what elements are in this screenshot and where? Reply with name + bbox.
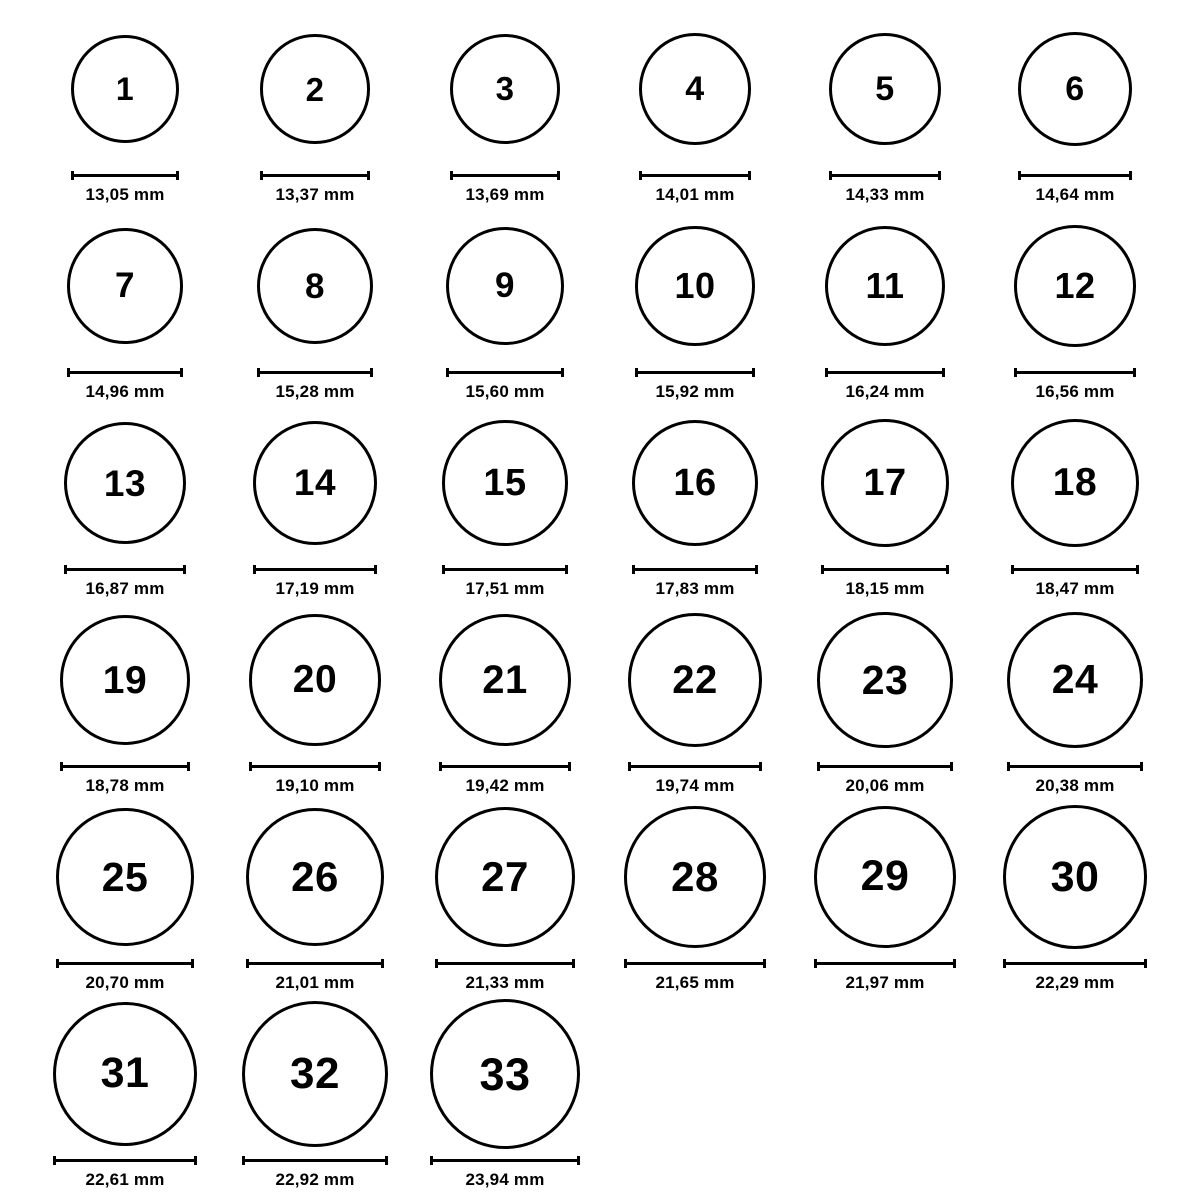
ring-circle-wrap bbox=[442, 408, 567, 558]
ring-size-number: 9 bbox=[495, 266, 515, 306]
ring-size-cell[interactable] bbox=[30, 211, 220, 402]
diameter-measure bbox=[1018, 171, 1132, 205]
ring-size-cell[interactable] bbox=[790, 211, 980, 402]
ring-circle bbox=[628, 613, 762, 747]
diameter-label: 21,65 mm bbox=[655, 973, 735, 992]
ring-circle bbox=[821, 419, 949, 547]
ring-circle bbox=[1003, 805, 1147, 949]
diameter-label: 15,92 mm bbox=[655, 382, 735, 401]
ring-circle-wrap bbox=[435, 802, 575, 952]
ring-size-number: 4 bbox=[685, 70, 705, 108]
ring-circle-wrap bbox=[829, 14, 942, 164]
ring-size-number: 22 bbox=[672, 657, 718, 702]
ring-circle bbox=[825, 226, 945, 346]
ring-circle bbox=[246, 808, 385, 947]
diameter-label: 21,97 mm bbox=[845, 973, 925, 992]
ring-size-cell[interactable] bbox=[220, 999, 410, 1190]
ring-size-cell[interactable] bbox=[220, 211, 410, 402]
diameter-label: 19,42 mm bbox=[465, 776, 545, 795]
ring-circle bbox=[1014, 225, 1136, 347]
ring-size-number: 18 bbox=[1052, 461, 1098, 505]
ring-size-cell[interactable] bbox=[600, 408, 790, 599]
ring-circle bbox=[1007, 612, 1143, 748]
diameter-measure bbox=[628, 762, 762, 796]
ring-circle-wrap bbox=[246, 802, 385, 952]
ring-circle bbox=[260, 34, 369, 143]
diameter-label: 22,29 mm bbox=[1035, 973, 1115, 992]
ring-size-cell[interactable] bbox=[790, 408, 980, 599]
ring-circle-wrap bbox=[64, 408, 187, 558]
measure-bar-icon bbox=[246, 959, 385, 968]
ring-size-number: 12 bbox=[1054, 265, 1096, 306]
ring-size-number: 20 bbox=[292, 658, 338, 702]
ring-circle-wrap bbox=[1014, 211, 1136, 361]
diameter-measure bbox=[821, 565, 949, 599]
ring-circle bbox=[56, 808, 194, 946]
diameter-label: 20,70 mm bbox=[85, 973, 165, 992]
diameter-label: 18,78 mm bbox=[85, 776, 165, 795]
ring-circle-wrap bbox=[635, 211, 754, 361]
ring-size-cell[interactable] bbox=[220, 14, 410, 205]
diameter-measure bbox=[56, 959, 194, 993]
diameter-measure bbox=[442, 565, 567, 599]
ring-size-cell[interactable] bbox=[980, 408, 1170, 599]
diameter-measure bbox=[450, 171, 560, 205]
ring-circle bbox=[446, 227, 564, 345]
ring-size-number: 25 bbox=[101, 853, 149, 900]
ring-size-number: 3 bbox=[495, 70, 515, 108]
ring-circle bbox=[60, 615, 190, 745]
ring-size-cell[interactable] bbox=[790, 802, 980, 993]
diameter-label: 22,61 mm bbox=[85, 1170, 165, 1189]
size-row bbox=[30, 211, 1170, 408]
measure-bar-icon bbox=[639, 171, 751, 180]
ring-size-cell[interactable] bbox=[410, 999, 600, 1190]
measure-bar-icon bbox=[435, 959, 575, 968]
ring-circle-wrap bbox=[260, 14, 369, 164]
diameter-measure bbox=[253, 565, 377, 599]
measure-bar-icon bbox=[1011, 565, 1140, 574]
measure-bar-icon bbox=[1007, 762, 1143, 771]
ring-size-cell[interactable] bbox=[30, 408, 220, 599]
measure-bar-icon bbox=[60, 762, 190, 771]
ring-circle bbox=[639, 33, 751, 145]
ring-size-number: 21 bbox=[482, 658, 528, 702]
ring-circle-wrap bbox=[814, 802, 956, 952]
ring-circle bbox=[242, 1001, 388, 1147]
ring-size-number: 31 bbox=[100, 1049, 150, 1098]
diameter-label: 15,60 mm bbox=[465, 382, 545, 401]
diameter-measure bbox=[1011, 565, 1140, 599]
measure-bar-icon bbox=[1003, 959, 1147, 968]
ring-size-number: 30 bbox=[1050, 852, 1100, 901]
diameter-label: 16,56 mm bbox=[1035, 382, 1115, 401]
ring-size-cell[interactable] bbox=[980, 14, 1170, 205]
ring-circle bbox=[67, 228, 182, 343]
ring-size-number: 33 bbox=[479, 1048, 531, 1100]
ring-size-number: 2 bbox=[305, 70, 325, 108]
measure-bar-icon bbox=[439, 762, 572, 771]
ring-circle-wrap bbox=[60, 605, 190, 755]
diameter-measure bbox=[635, 368, 754, 402]
ring-size-cell[interactable] bbox=[30, 802, 220, 993]
measure-bar-icon bbox=[825, 368, 945, 377]
ring-size-number: 23 bbox=[861, 656, 909, 703]
ring-circle-wrap bbox=[430, 999, 580, 1149]
ring-size-cell[interactable] bbox=[220, 408, 410, 599]
ring-circle bbox=[817, 612, 952, 747]
measure-bar-icon bbox=[450, 171, 560, 180]
diameter-label: 16,24 mm bbox=[845, 382, 925, 401]
ring-size-number: 24 bbox=[1051, 656, 1099, 703]
ring-size-number: 8 bbox=[305, 266, 325, 306]
ring-size-cell[interactable] bbox=[30, 605, 220, 796]
diameter-measure bbox=[1003, 959, 1147, 993]
diameter-measure bbox=[257, 368, 374, 402]
ring-size-cell[interactable] bbox=[410, 802, 600, 993]
ring-circle bbox=[249, 614, 380, 745]
ring-circle-wrap bbox=[71, 14, 179, 164]
diameter-label: 20,06 mm bbox=[845, 776, 925, 795]
ring-circle-wrap bbox=[56, 802, 194, 952]
ring-size-number: 1 bbox=[115, 71, 135, 107]
ring-size-number: 7 bbox=[115, 266, 135, 306]
diameter-label: 22,92 mm bbox=[275, 1170, 355, 1189]
ring-size-cell[interactable] bbox=[600, 14, 790, 205]
ring-size-number: 32 bbox=[290, 1049, 340, 1098]
ring-size-cell[interactable] bbox=[980, 211, 1170, 402]
ring-size-cell[interactable] bbox=[220, 605, 410, 796]
diameter-label: 15,28 mm bbox=[275, 382, 355, 401]
measure-bar-icon bbox=[64, 565, 187, 574]
diameter-label: 14,01 mm bbox=[655, 185, 735, 204]
diameter-label: 19,10 mm bbox=[275, 776, 355, 795]
ring-circle-wrap bbox=[53, 999, 198, 1149]
ring-circle bbox=[814, 806, 956, 948]
measure-bar-icon bbox=[242, 1156, 388, 1165]
diameter-label: 14,64 mm bbox=[1035, 185, 1115, 204]
ring-size-number: 28 bbox=[671, 853, 719, 900]
size-row bbox=[30, 408, 1170, 605]
measure-bar-icon bbox=[71, 171, 179, 180]
ring-circle bbox=[53, 1002, 198, 1147]
measure-bar-icon bbox=[260, 171, 369, 180]
ring-circle-wrap bbox=[1007, 605, 1143, 755]
ring-size-cell[interactable] bbox=[600, 211, 790, 402]
diameter-label: 13,37 mm bbox=[275, 185, 355, 204]
ring-circle-wrap bbox=[439, 605, 572, 755]
ring-circle bbox=[430, 999, 580, 1149]
ring-circle-wrap bbox=[257, 211, 374, 361]
ring-circle bbox=[64, 422, 187, 545]
ring-size-number: 17 bbox=[863, 462, 907, 504]
measure-bar-icon bbox=[446, 368, 564, 377]
ring-size-cell[interactable] bbox=[30, 999, 220, 1190]
ring-circle-wrap bbox=[628, 605, 762, 755]
size-row bbox=[30, 605, 1170, 802]
ring-circle-wrap bbox=[624, 802, 765, 952]
measure-bar-icon bbox=[249, 762, 380, 771]
ring-size-cell[interactable] bbox=[600, 605, 790, 796]
diameter-measure bbox=[1014, 368, 1136, 402]
diameter-measure bbox=[67, 368, 182, 402]
measure-bar-icon bbox=[817, 762, 952, 771]
ring-circle bbox=[71, 35, 179, 143]
diameter-measure bbox=[242, 1156, 388, 1190]
size-row bbox=[30, 14, 1170, 211]
diameter-measure bbox=[439, 762, 572, 796]
measure-bar-icon bbox=[257, 368, 374, 377]
ring-circle-wrap bbox=[1018, 14, 1132, 164]
measure-bar-icon bbox=[67, 368, 182, 377]
ring-size-cell[interactable] bbox=[410, 14, 600, 205]
ring-circle bbox=[635, 226, 754, 345]
diameter-measure bbox=[817, 762, 952, 796]
measure-bar-icon bbox=[829, 171, 942, 180]
ring-circle bbox=[829, 33, 942, 146]
ring-size-cell[interactable] bbox=[410, 408, 600, 599]
diameter-measure bbox=[624, 959, 765, 993]
ring-size-number: 19 bbox=[102, 658, 148, 702]
ring-circle-wrap bbox=[242, 999, 388, 1149]
ring-circle-wrap bbox=[1011, 408, 1140, 558]
diameter-label: 20,38 mm bbox=[1035, 776, 1115, 795]
ring-circle-wrap bbox=[639, 14, 751, 164]
diameter-measure bbox=[1007, 762, 1143, 796]
diameter-measure bbox=[260, 171, 369, 205]
ring-size-number: 26 bbox=[291, 853, 339, 900]
ring-size-number: 5 bbox=[875, 69, 895, 108]
ring-circle-wrap bbox=[253, 408, 377, 558]
ring-circle-wrap bbox=[1003, 802, 1147, 952]
ring-size-cell[interactable] bbox=[30, 14, 220, 205]
ring-size-number: 10 bbox=[674, 265, 716, 306]
ring-size-cell[interactable] bbox=[790, 14, 980, 205]
diameter-label: 14,96 mm bbox=[85, 382, 165, 401]
diameter-label: 21,33 mm bbox=[465, 973, 545, 992]
ring-circle-wrap bbox=[821, 408, 949, 558]
measure-bar-icon bbox=[442, 565, 567, 574]
diameter-measure bbox=[430, 1156, 580, 1190]
diameter-measure bbox=[825, 368, 945, 402]
measure-bar-icon bbox=[628, 762, 762, 771]
diameter-label: 18,47 mm bbox=[1035, 579, 1115, 598]
ring-circle-wrap bbox=[67, 211, 182, 361]
measure-bar-icon bbox=[53, 1156, 198, 1165]
ring-size-number: 29 bbox=[860, 852, 910, 901]
ring-size-number: 15 bbox=[483, 462, 527, 504]
diameter-measure bbox=[64, 565, 187, 599]
measure-bar-icon bbox=[624, 959, 765, 968]
measure-bar-icon bbox=[253, 565, 377, 574]
measure-bar-icon bbox=[632, 565, 758, 574]
ring-size-number: 16 bbox=[673, 461, 717, 504]
ring-circle-wrap bbox=[450, 14, 560, 164]
diameter-label: 23,94 mm bbox=[465, 1170, 545, 1189]
diameter-measure bbox=[246, 959, 385, 993]
measure-bar-icon bbox=[635, 368, 754, 377]
ring-circle bbox=[442, 420, 567, 545]
ring-circle-wrap bbox=[632, 408, 758, 558]
diameter-label: 13,05 mm bbox=[85, 185, 165, 204]
measure-bar-icon bbox=[56, 959, 194, 968]
diameter-label: 18,15 mm bbox=[845, 579, 925, 598]
ring-size-cell[interactable] bbox=[410, 605, 600, 796]
measure-bar-icon bbox=[821, 565, 949, 574]
diameter-label: 13,69 mm bbox=[465, 185, 545, 204]
ring-size-cell[interactable] bbox=[980, 605, 1170, 796]
ring-circle bbox=[1011, 419, 1140, 548]
ring-size-number: 6 bbox=[1065, 70, 1085, 108]
size-row bbox=[30, 999, 1170, 1196]
ring-size-cell[interactable] bbox=[410, 211, 600, 402]
diameter-label: 17,19 mm bbox=[275, 579, 355, 598]
ring-size-cell[interactable] bbox=[790, 605, 980, 796]
ring-size-cell[interactable] bbox=[980, 802, 1170, 993]
diameter-label: 17,51 mm bbox=[465, 579, 545, 598]
diameter-measure bbox=[829, 171, 942, 205]
diameter-measure bbox=[632, 565, 758, 599]
ring-circle-wrap bbox=[446, 211, 564, 361]
diameter-measure bbox=[814, 959, 956, 993]
ring-circle-wrap bbox=[249, 605, 380, 755]
measure-bar-icon bbox=[1014, 368, 1136, 377]
diameter-measure bbox=[53, 1156, 198, 1190]
diameter-measure bbox=[249, 762, 380, 796]
ring-circle bbox=[435, 807, 575, 947]
ring-circle bbox=[632, 420, 758, 546]
ring-circle bbox=[257, 228, 374, 345]
ring-circle-wrap bbox=[825, 211, 945, 361]
ring-circle bbox=[253, 421, 377, 545]
diameter-label: 16,87 mm bbox=[85, 579, 165, 598]
diameter-label: 21,01 mm bbox=[275, 973, 355, 992]
ring-size-cell[interactable] bbox=[220, 802, 410, 993]
ring-circle bbox=[1018, 32, 1132, 146]
diameter-label: 17,83 mm bbox=[655, 579, 735, 598]
ring-size-number: 13 bbox=[103, 462, 147, 504]
diameter-measure bbox=[60, 762, 190, 796]
diameter-measure bbox=[71, 171, 179, 205]
ring-size-number: 27 bbox=[481, 852, 529, 900]
diameter-measure bbox=[446, 368, 564, 402]
diameter-measure bbox=[639, 171, 751, 205]
ring-circle bbox=[450, 34, 560, 144]
measure-bar-icon bbox=[814, 959, 956, 968]
diameter-label: 19,74 mm bbox=[655, 776, 735, 795]
diameter-label: 14,33 mm bbox=[845, 185, 925, 204]
ring-circle-wrap bbox=[817, 605, 952, 755]
ring-size-cell[interactable] bbox=[600, 802, 790, 993]
measure-bar-icon bbox=[1018, 171, 1132, 180]
ring-size-number: 11 bbox=[865, 264, 905, 306]
diameter-measure bbox=[435, 959, 575, 993]
ring-circle bbox=[624, 806, 765, 947]
ring-size-number: 14 bbox=[293, 462, 337, 504]
measure-bar-icon bbox=[430, 1156, 580, 1165]
ring-circle bbox=[439, 614, 572, 747]
size-row bbox=[30, 802, 1170, 999]
